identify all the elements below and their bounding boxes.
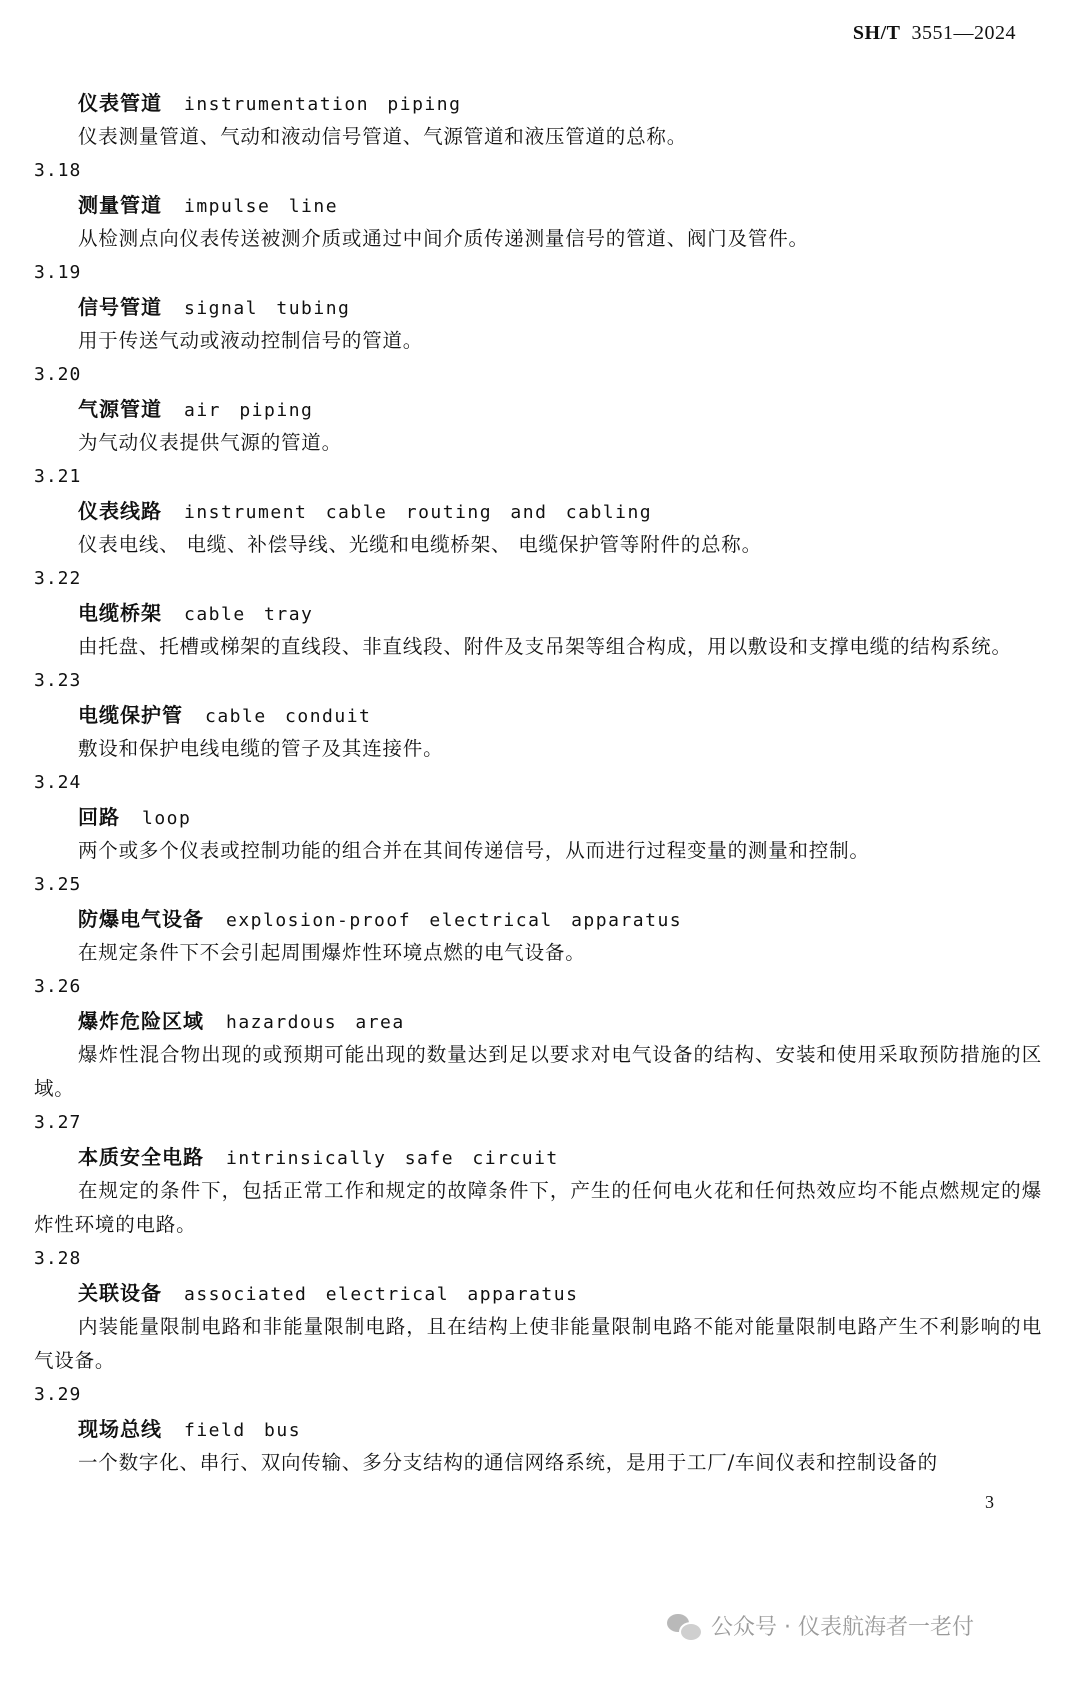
- watermark-text: 公众号 · 仪表航海者一老付: [711, 1615, 974, 1640]
- term-heading: [34, 392, 1042, 426]
- entry-number: 3.25: [34, 874, 82, 895]
- term-chinese: 电缆桥架: [78, 601, 162, 625]
- term-english: loop: [142, 808, 192, 829]
- term-chinese: 信号管道: [78, 295, 162, 319]
- term-definition: 仪表测量管道、气动和液动信号管道、气源管道和液压管道的总称。: [78, 125, 688, 148]
- term-english: instrument cable routing and cabling: [184, 502, 653, 523]
- term-heading: [34, 188, 1042, 222]
- term-chinese: 气源管道: [78, 397, 162, 421]
- term-definition: 从检测点向仪表传送被测介质或通过中间介质传递测量信号的管道、阀门及管件。: [78, 227, 809, 250]
- term-chinese: 测量管道: [78, 193, 162, 217]
- term-english: impulse line: [184, 196, 339, 217]
- definitions-list: [34, 86, 1042, 1480]
- entry-number: 3.29: [34, 1384, 82, 1405]
- term-chinese: 关联设备: [78, 1281, 162, 1305]
- term-chinese: 爆炸危险区域: [78, 1009, 204, 1033]
- term-definition: 用于传送气动或液动控制信号的管道。: [78, 329, 424, 352]
- term-heading: [34, 1412, 1042, 1446]
- page-number: 3: [985, 1492, 994, 1512]
- entry-number: 3.22: [34, 568, 82, 589]
- term-heading: [34, 494, 1042, 528]
- term-heading: [34, 698, 1042, 732]
- standard-number: 3551—2024: [911, 22, 1016, 44]
- term-definition: 由托盘、托槽或梯架的直线段、非直线段、附件及支吊架等组合构成，用以敷设和支撑电缆的结构系统。: [78, 635, 1012, 658]
- entry-number: 3.28: [34, 1248, 82, 1269]
- term-chinese: 仪表管道: [78, 91, 162, 115]
- term-heading: [34, 1140, 1042, 1174]
- term-heading: [34, 290, 1042, 324]
- entry-number: 3.27: [34, 1112, 82, 1133]
- entry-number: 3.20: [34, 364, 82, 385]
- term-definition: 在规定条件下不会引起周围爆炸性环境点燃的电气设备。: [78, 941, 586, 964]
- term-english: field bus: [184, 1420, 302, 1441]
- term-definition: 两个或多个仪表或控制功能的组合并在其间传递信号，从而进行过程变量的测量和控制。: [78, 839, 870, 862]
- term-definition: 一个数字化、串行、双向传输、多分支结构的通信网络系统，是用于工厂/车间仪表和控制设备的: [78, 1451, 938, 1474]
- entry-number: 3.23: [34, 670, 82, 691]
- entry-number: 3.18: [34, 160, 82, 181]
- term-heading: [34, 800, 1042, 834]
- term-english: air piping: [184, 400, 314, 421]
- term-chinese: 回路: [78, 805, 120, 829]
- term-english: hazardous area: [226, 1012, 405, 1033]
- term-chinese: 电缆保护管: [78, 703, 183, 727]
- term-english: associated electrical apparatus: [184, 1284, 579, 1305]
- entry-number: 3.21: [34, 466, 82, 487]
- watermark: [667, 1610, 974, 1641]
- term-definition: 为气动仪表提供气源的管道。: [78, 431, 342, 454]
- term-definition: 在规定的条件下，包括正常工作和规定的故障条件下，产生的任何电火花和任何热效应均不能点燃规定的爆炸性环境的电路。: [34, 1179, 1042, 1236]
- term-heading: [34, 902, 1042, 936]
- term-chinese: 现场总线: [78, 1417, 162, 1441]
- term-chinese: 防爆电气设备: [78, 907, 204, 931]
- term-definition: 敷设和保护电线电缆的管子及其连接件。: [78, 737, 444, 760]
- term-heading: [34, 86, 1042, 120]
- wechat-icon: [667, 1612, 701, 1640]
- standard-prefix: SH/T: [852, 22, 901, 44]
- term-heading: [34, 596, 1042, 630]
- term-english: cable conduit: [205, 706, 372, 727]
- entry-number: 3.26: [34, 976, 82, 997]
- term-english: instrumentation piping: [184, 94, 462, 115]
- entry-number: 3.19: [34, 262, 82, 283]
- entry-number: 3.24: [34, 772, 82, 793]
- term-definition: 内装能量限制电路和非能量限制电路，且在结构上使非能量限制电路不能对能量限制电路产生不利影响的电气设备。: [34, 1315, 1042, 1372]
- term-english: signal tubing: [184, 298, 351, 319]
- term-heading: [34, 1004, 1042, 1038]
- term-definition: 爆炸性混合物出现的或预期可能出现的数量达到足以要求对电气设备的结构、安装和使用采取预防措施的区域。: [34, 1043, 1042, 1100]
- term-chinese: 仪表线路: [78, 499, 162, 523]
- standard-code: [853, 22, 1016, 45]
- term-heading: [34, 1276, 1042, 1310]
- term-english: intrinsically safe circuit: [226, 1148, 559, 1169]
- term-english: explosion-proof electrical apparatus: [226, 910, 683, 931]
- term-chinese: 本质安全电路: [78, 1145, 204, 1169]
- term-definition: 仪表电线、 电缆、补偿导线、光缆和电缆桥架、 电缆保护管等附件的总称。: [78, 533, 762, 556]
- term-english: cable tray: [184, 604, 314, 625]
